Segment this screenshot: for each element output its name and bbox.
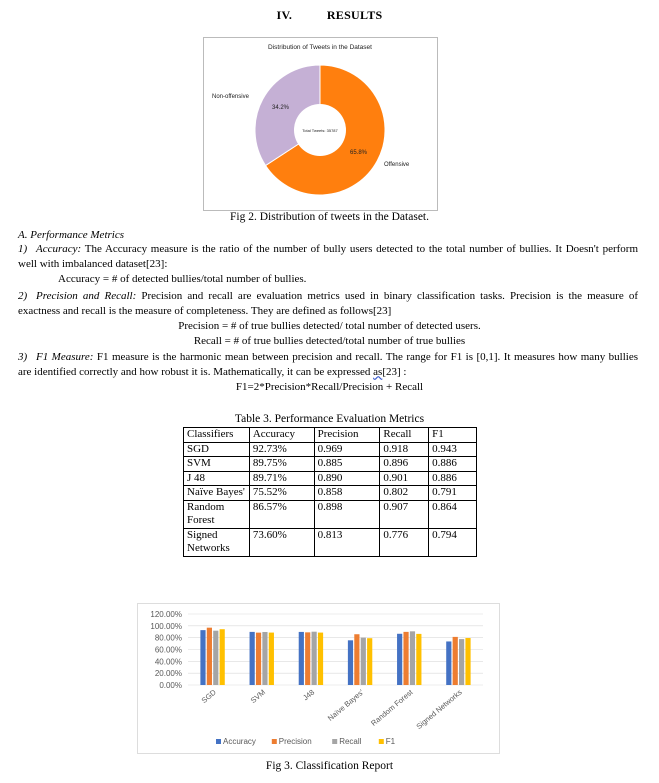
table-cell: 0.858	[314, 486, 380, 501]
bar-f1	[367, 638, 372, 685]
legend-label: Precision	[278, 737, 312, 746]
table-header: Accuracy	[249, 428, 314, 443]
f1-text: F1 measure is the harmonic mean between precision and recall. The range for F1 is [0,1]. It measures how many bullies are identified correctly and how robust it is. Mathematically, it can be expressed	[18, 351, 638, 378]
metric-accuracy	[18, 242, 638, 271]
y-tick-label: 20.00%	[154, 669, 182, 679]
bar-recall	[312, 632, 317, 685]
table-cell: 0.802	[380, 486, 429, 501]
table-cell: 0.890	[314, 471, 380, 486]
legend-swatch	[332, 739, 337, 744]
table-cell: 0.907	[380, 500, 429, 528]
y-tick-label: 100.00%	[150, 621, 182, 631]
metric-f1	[18, 350, 638, 379]
accuracy-text-tail: :	[164, 257, 168, 270]
bar-precision	[207, 628, 212, 685]
table-header: Classifiers	[184, 428, 250, 443]
table-cell: 0.886	[429, 471, 477, 486]
y-tick-label: 0.00%	[159, 681, 182, 690]
table-cell: 0.813	[314, 528, 380, 556]
x-tick-label: Naïve Bayes'	[325, 687, 366, 723]
table-row	[184, 442, 477, 457]
bar-precision	[453, 637, 458, 685]
table-cell: 92.73%	[249, 442, 314, 457]
bar-recall	[459, 639, 464, 685]
recall-formula: Recall = # of true bullies detected/total number of true bullies	[193, 335, 466, 347]
table-cell: 0.886	[429, 457, 477, 472]
bar-recall	[410, 631, 415, 685]
pie-center-label: Total Tweets: 35787	[302, 128, 338, 133]
figure-3-chart	[137, 603, 500, 754]
table-row	[184, 457, 477, 472]
item-number: 1)	[18, 243, 28, 255]
table-cell: 0.943	[429, 442, 477, 457]
y-tick-label: 40.00%	[154, 657, 182, 667]
bar-accuracy	[348, 640, 353, 685]
x-tick-label: J48	[301, 687, 317, 703]
f1-text-spellcheck: as	[373, 365, 383, 378]
term-f1: F1 Measure:	[36, 351, 94, 363]
bar-precision	[305, 632, 310, 685]
bar-accuracy	[397, 634, 402, 685]
precision-formula: Precision = # of true bullies detected/ total number of detected users.	[178, 320, 481, 332]
x-tick-label: Signed Networks	[414, 687, 464, 731]
table-cell: Random Forest	[184, 500, 250, 528]
f1-text-end: [23] :	[382, 365, 407, 378]
pie-label-non-offensive: Non-offensive	[212, 94, 249, 100]
table-cell: SVM	[184, 457, 250, 472]
table-cell: 0.969	[314, 442, 380, 457]
bar-precision	[354, 634, 359, 685]
table-cell: 0.885	[314, 457, 380, 472]
bar-f1	[269, 633, 274, 685]
bar-precision	[403, 632, 408, 685]
bar-recall	[262, 632, 267, 685]
legend-swatch	[379, 739, 384, 744]
precision-recall-text: Precision and recall are evaluation metrics used in binary classification tasks. Precision is the measure of exactness and recall is the measure of completeness. They are defined as follows[23]	[18, 290, 639, 317]
performance-table	[183, 427, 477, 557]
section-heading: RESULTS	[326, 8, 383, 22]
term-precision-recall: Precision and Recall:	[36, 290, 137, 302]
table-header: Precision	[314, 428, 380, 443]
subsection-heading: A. Performance Metrics	[18, 229, 124, 241]
table-cell: 89.75%	[249, 457, 314, 472]
metric-precision-recall	[18, 289, 638, 318]
legend-label: F1	[385, 737, 396, 746]
accuracy-text: The Accuracy measure is the ratio of the number of bully users detected to the total number of bullies. It Doesn't perform well with imbalanced dataset[23]	[18, 243, 638, 270]
table-3-caption: Table 3. Performance Evaluation Metrics	[234, 413, 425, 425]
x-tick-label: Random Forest	[369, 687, 415, 728]
accuracy-formula: Accuracy = # of detected bullies/total number of bullies.	[58, 273, 307, 285]
legend-label: Accuracy	[223, 737, 256, 746]
bar-accuracy	[446, 641, 451, 685]
legend-label: Recall	[339, 737, 362, 746]
table-cell: Naïve Bayes'	[184, 486, 250, 501]
table-cell: 0.794	[429, 528, 477, 556]
table-cell: 73.60%	[249, 528, 314, 556]
pie-chart	[204, 38, 437, 210]
table-cell: 75.52%	[249, 486, 314, 501]
item-number: 2)	[18, 290, 28, 302]
item-number: 3)	[18, 351, 28, 363]
bar-f1	[465, 638, 470, 685]
bar-accuracy	[299, 632, 304, 685]
table-cell: 86.57%	[249, 500, 314, 528]
table-cell: 0.864	[429, 500, 477, 528]
pie-pct-offensive: 65.8%	[350, 150, 368, 156]
pie-title: Distribution of Tweets in the Dataset	[268, 44, 372, 51]
y-tick-label: 60.00%	[154, 645, 182, 655]
table-cell: 89.71%	[249, 471, 314, 486]
table-cell: 0.901	[380, 471, 429, 486]
bar-recall	[213, 631, 218, 685]
x-tick-label: SVM	[248, 687, 268, 705]
table-header: F1	[429, 428, 477, 443]
table-row	[184, 471, 477, 486]
table-cell: 0.898	[314, 500, 380, 528]
table-row	[184, 500, 477, 528]
table-row	[184, 486, 477, 501]
table-cell: 0.918	[380, 442, 429, 457]
bar-f1	[318, 633, 323, 685]
table-header: Recall	[380, 428, 429, 443]
bar-accuracy	[200, 630, 205, 685]
legend-swatch	[216, 739, 221, 744]
table-row	[184, 528, 477, 556]
table-cell: Signed Networks	[184, 528, 250, 556]
f1-formula: F1=2*Precision*Recall/Precision + Recall	[235, 381, 424, 393]
y-tick-label: 120.00%	[150, 610, 182, 619]
figure-2-chart	[203, 37, 438, 211]
table-header-row	[184, 428, 477, 443]
pie-label-offensive: Offensive	[384, 162, 410, 168]
legend-swatch	[272, 739, 277, 744]
term-accuracy: Accuracy:	[36, 243, 82, 255]
figure-3-caption: Fig 3. Classification Report	[265, 760, 394, 772]
x-tick-label: SGD	[199, 687, 218, 705]
table-cell: J 48	[184, 471, 250, 486]
section-title	[0, 8, 659, 23]
table-cell: 0.776	[380, 528, 429, 556]
pie-pct-non-offensive: 34.2%	[272, 105, 290, 111]
table-cell: 0.896	[380, 457, 429, 472]
figure-2-caption: Fig 2. Distribution of tweets in the Dataset.	[230, 211, 429, 223]
bar-f1	[416, 634, 421, 685]
bar-precision	[256, 633, 261, 685]
section-number: IV.	[276, 8, 293, 22]
bar-chart	[138, 604, 499, 753]
table-cell: 0.791	[429, 486, 477, 501]
y-tick-label: 80.00%	[154, 633, 182, 643]
bar-recall	[361, 638, 366, 685]
bar-accuracy	[250, 632, 255, 685]
bar-f1	[220, 629, 225, 685]
table-cell: SGD	[184, 442, 250, 457]
